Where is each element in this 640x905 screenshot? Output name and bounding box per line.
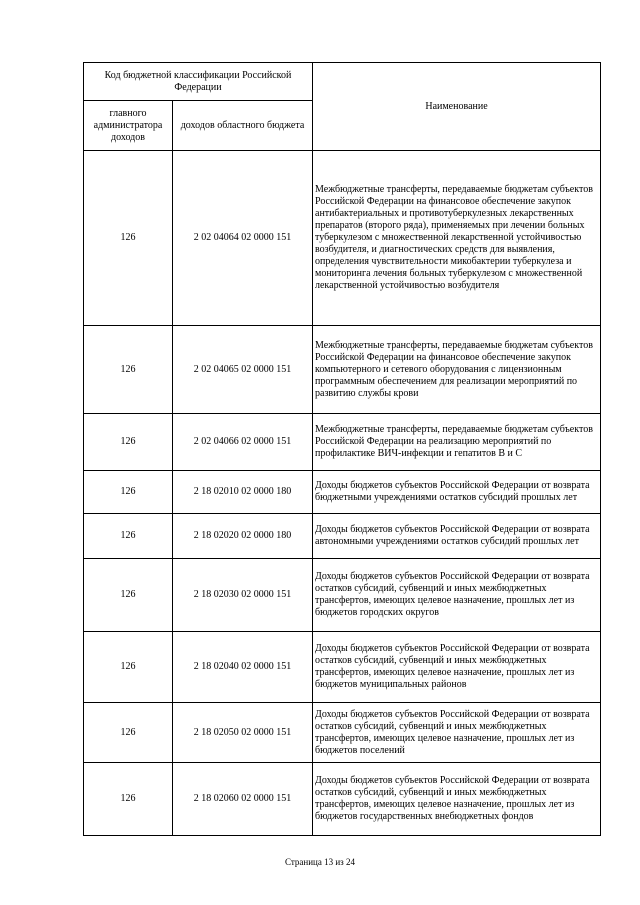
admin-code-cell: 126 bbox=[84, 559, 173, 632]
table-row bbox=[84, 151, 601, 326]
name-cell: Межбюджетные трансферты, передаваемые бюджетам субъектов Российской Федерации на финансовое обеспечение закупок компьютерного и сетевого оборудования с лицензионным программным обеспечением для реализации мероприятий по развитию службы крови bbox=[313, 326, 601, 414]
table-row bbox=[84, 763, 601, 836]
page-number: Страница 13 из 24 bbox=[285, 857, 355, 867]
header-classification-code: Код бюджетной классификации Российской Федерации bbox=[84, 63, 313, 101]
table-row bbox=[84, 326, 601, 414]
income-code-cell: 2 02 04066 02 0000 151 bbox=[173, 414, 313, 471]
budget-classification-table bbox=[83, 62, 601, 836]
table-row bbox=[84, 414, 601, 471]
header-name: Наименование bbox=[313, 63, 601, 151]
admin-code-cell: 126 bbox=[84, 471, 173, 514]
income-code-cell: 2 02 04064 02 0000 151 bbox=[173, 151, 313, 326]
name-cell: Доходы бюджетов субъектов Российской Федерации от возврата остатков субсидий, субвенций и иных межбюджетных трансфертов, имеющих целевое назначение, прошлых лет из бюджетов государственных внебюджетных фондов bbox=[313, 763, 601, 836]
admin-code-cell: 126 bbox=[84, 763, 173, 836]
table-row bbox=[84, 632, 601, 703]
income-code-cell: 2 18 02040 02 0000 151 bbox=[173, 632, 313, 703]
admin-code-cell: 126 bbox=[84, 326, 173, 414]
name-cell: Доходы бюджетов субъектов Российской Федерации от возврата автономными учреждениями остатков субсидий прошлых лет bbox=[313, 514, 601, 559]
name-cell: Доходы бюджетов субъектов Российской Федерации от возврата остатков субсидий, субвенций и иных межбюджетных трансфертов, имеющих целевое назначение, прошлых лет из бюджетов поселений bbox=[313, 703, 601, 763]
header-admin-code: главного администратора доходов bbox=[84, 101, 173, 151]
income-code-cell: 2 18 02010 02 0000 180 bbox=[173, 471, 313, 514]
income-code-cell: 2 02 04065 02 0000 151 bbox=[173, 326, 313, 414]
income-code-cell: 2 18 02030 02 0000 151 bbox=[173, 559, 313, 632]
table-row bbox=[84, 471, 601, 514]
name-cell: Межбюджетные трансферты, передаваемые бюджетам субъектов Российской Федерации на финансовое обеспечение закупок антибактериальных и противотуберкулезных лекарственных препаратов (второго ряда), применяемых при лечении больных туберкулезом с множественной лекарственной устойчивостью возбудителя, и диагностических средств для выявления, определения чувствительности микобактерии туберкулеза и мониторинга лечения больных туберкулезом с множественной лекарственной устойчивостью возбудителя bbox=[313, 151, 601, 326]
name-cell: Доходы бюджетов субъектов Российской Федерации от возврата остатков субсидий, субвенций и иных межбюджетных трансфертов, имеющих целевое назначение, прошлых лет из бюджетов муниципальных районов bbox=[313, 632, 601, 703]
table-row bbox=[84, 559, 601, 632]
admin-code-cell: 126 bbox=[84, 414, 173, 471]
name-cell: Доходы бюджетов субъектов Российской Федерации от возврата остатков субсидий, субвенций и иных межбюджетных трансфертов, имеющих целевое назначение, прошлых лет из бюджетов городских округов bbox=[313, 559, 601, 632]
table-row bbox=[84, 703, 601, 763]
admin-code-cell: 126 bbox=[84, 632, 173, 703]
income-code-cell: 2 18 02020 02 0000 180 bbox=[173, 514, 313, 559]
name-cell: Межбюджетные трансферты, передаваемые бюджетам субъектов Российской Федерации на реализацию мероприятий по профилактике ВИЧ-инфекции и гепатитов В и С bbox=[313, 414, 601, 471]
income-code-cell: 2 18 02050 02 0000 151 bbox=[173, 703, 313, 763]
admin-code-cell: 126 bbox=[84, 151, 173, 326]
admin-code-cell: 126 bbox=[84, 703, 173, 763]
income-code-cell: 2 18 02060 02 0000 151 bbox=[173, 763, 313, 836]
name-cell: Доходы бюджетов субъектов Российской Федерации от возврата бюджетными учреждениями остатков субсидий прошлых лет bbox=[313, 471, 601, 514]
header-income-code: доходов областного бюджета bbox=[173, 101, 313, 151]
table-row bbox=[84, 514, 601, 559]
admin-code-cell: 126 bbox=[84, 514, 173, 559]
header-row-1 bbox=[84, 63, 601, 101]
